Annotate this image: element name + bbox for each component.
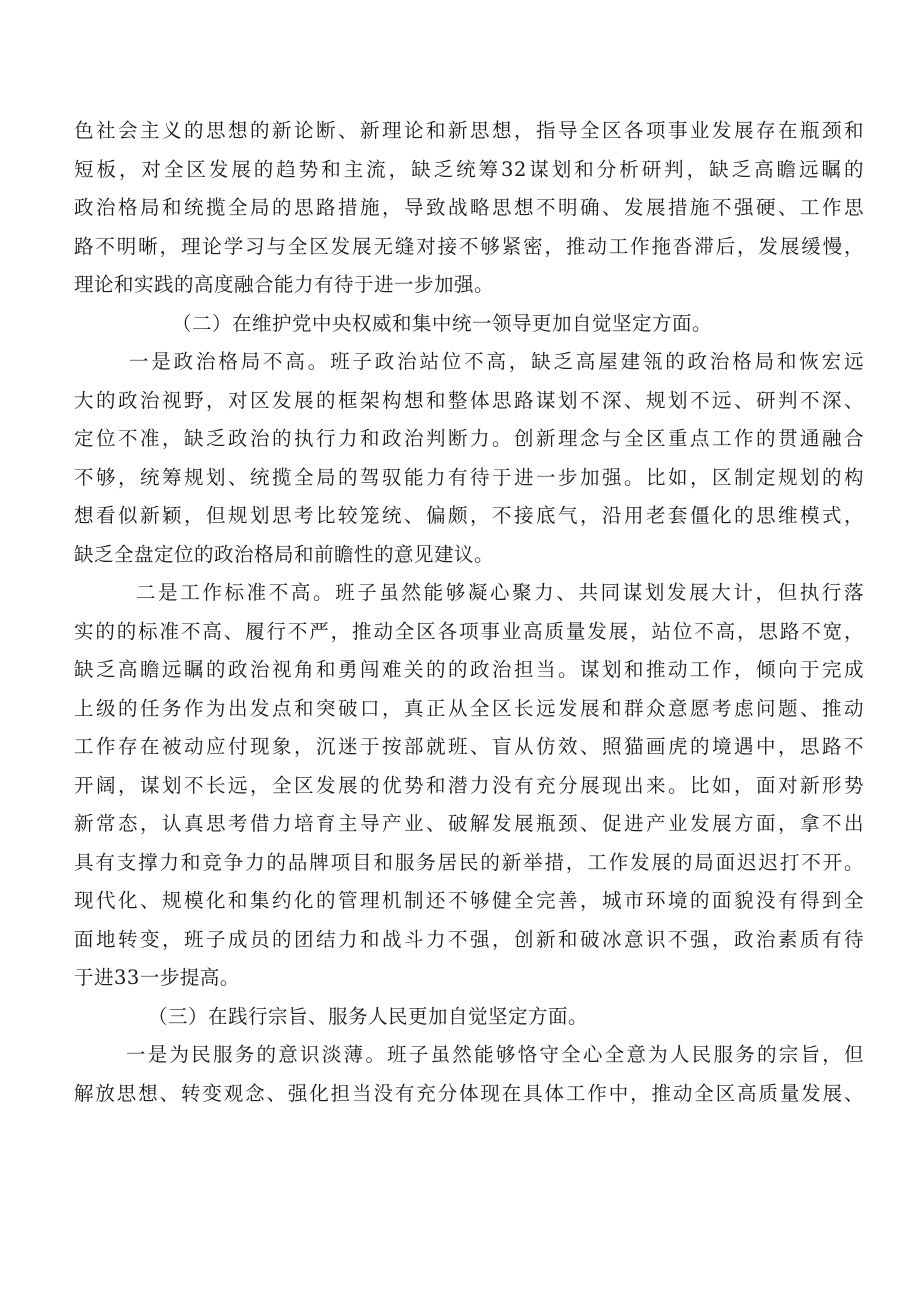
text-line: 实的的标准不高、履行不严，推动全区各项事业高质量发展，站位不高，思路不宽， bbox=[74, 619, 864, 643]
text-line: 工作存在被动应付现象，沉迷于按部就班、盲从仿效、照猫画虎的境遇中，思路不 bbox=[74, 735, 864, 758]
text-line: 解放思想、转变观念、强化担当没有充分体现在具体工作中，推动全区高质量发展、 bbox=[74, 1081, 864, 1105]
text-line: 定位不准，缺乏政治的执行力和政治判断力。创新理念与全区重点工作的贯通融合 bbox=[74, 427, 864, 450]
text-line: 缺乏高瞻远瞩的政治视角和勇闯难关的的政治担当。谋划和推动工作，倾向于完成 bbox=[74, 658, 864, 681]
text-line: 色社会主义的思想的新论断、新理论和新思想，指导全区各项事业发展存在瓶颈和 bbox=[74, 119, 864, 142]
text-line: 一是政治格局不高。班子政治站位不高，缺乏高屋建瓴的政治格局和恢宏远 bbox=[129, 350, 864, 373]
text-line: 不够，统筹规划、统揽全局的驾驭能力有待于进一步加强。比如，区制定规划的构 bbox=[74, 465, 864, 489]
text-line: 面地转变，班子成员的团结力和战斗力不强，创新和破冰意识不强，政治素质有待 bbox=[74, 927, 864, 951]
text-line: 上级的任务作为出发点和突破口，真正从全区长远发展和群众意愿考虑问题、推动 bbox=[74, 696, 864, 720]
text-line: 具有支撑力和竞争力的品牌项目和服务居民的新举措，工作发展的局面迟迟打不开。 bbox=[74, 850, 864, 874]
text-line: 现代化、规模化和集约化的管理机制还不够健全完善，城市环境的面貌没有得到全 bbox=[74, 889, 864, 912]
text-line: 想看似新颖，但规划思考比较笼统、偏颇，不接底气，沿用老套僵化的思维模式， bbox=[74, 504, 864, 527]
text-line: 于进33一步提高。 bbox=[74, 966, 240, 989]
text-line: 短板，对全区发展的趋势和主流，缺乏统筹32谋划和分析研判，缺乏高瞻远瞩的 bbox=[74, 157, 864, 181]
text-line: 政治格局和统揽全局的思路措施，导致战略思想不明确、发展措施不强硬、工作思 bbox=[74, 196, 864, 219]
text-line: 缺乏全盘定位的政治格局和前瞻性的意见建议。 bbox=[74, 542, 495, 566]
document-body bbox=[74, 112, 864, 1113]
section-heading: （三）在践行宗旨、服务人民更加自觉坚定方面。 bbox=[148, 1004, 589, 1028]
text-line: 开阔，谋划不长远，全区发展的优势和潜力没有充分展现出来。比如，面对新形势 bbox=[74, 773, 864, 797]
text-line: 二是工作标准不高。班子虽然能够凝心聚力、共同谋划发展大计，但执行落 bbox=[136, 581, 864, 604]
text-line: 理论和实践的高度融合能力有待于进一步加强。 bbox=[74, 273, 495, 296]
text-line: 新常态，认真思考借力培育主导产业、破解发展瓶颈、促进产业发展方面，拿不出 bbox=[74, 812, 864, 835]
text-line: 路不明晰，理论学习与全区发展无缝对接不够紧密，推动工作拖沓滞后，发展缓慢， bbox=[74, 234, 864, 258]
text-line: 一是为民服务的意识淡薄。班子虽然能够恪守全心全意为人民服务的宗旨，但 bbox=[126, 1043, 864, 1066]
section-heading: （二）在维护党中央权威和集中统一领导更加自觉坚定方面。 bbox=[172, 311, 713, 335]
text-line: 大的政治视野，对区发展的框架构想和整体思路谋划不深、规划不远、研判不深、 bbox=[74, 388, 864, 412]
